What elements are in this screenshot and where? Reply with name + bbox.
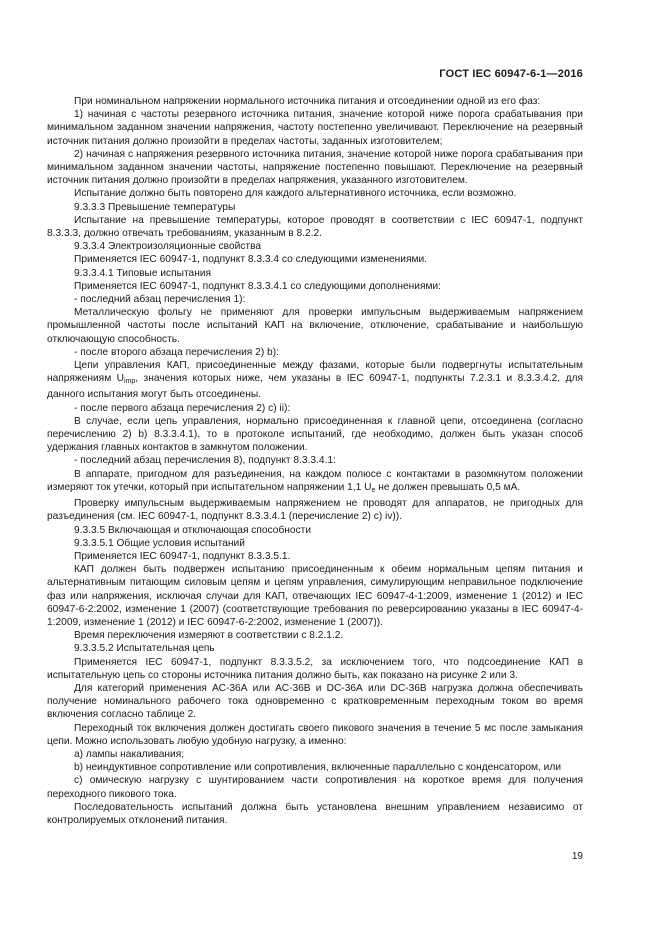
paragraph — [47, 682, 583, 722]
paragraph — [47, 550, 583, 563]
paragraph — [47, 774, 583, 800]
paragraph-text: КАП должен быть подвержен испытанию присоединенным к обеим нормальным цепям питания и альтернативным питающим силовым цепям и цепям управления, симулирующим неправильное подключение фаз или напряжения, исключая случаи для КАП, отвечающих IEC 60947-4-1:2009, изменение 1 (2012) и IEC 60947-6-2:2002, изменение 1 (2007) (соответствующие требования по реверсированию указаны в IEC 60947-4-1:2009, изменение 1 (2012) и IEC 60947-6-2:2002, изменение 1 (2007)). — [47, 564, 583, 628]
paragraph-text: Испытание должно быть повторено для каждого альтернативного источника, если возможно. — [74, 188, 517, 200]
paragraph — [47, 95, 583, 108]
paragraph-text: 9.3.3.5.1 Общие условия испытаний — [74, 537, 245, 549]
paragraph — [47, 801, 583, 827]
paragraph-text: Время переключения измеряют в соответствии с 8.2.1.2. — [74, 630, 344, 642]
paragraph-text: Переходный ток включения должен достигать своего пикового значения в течение 5 мс после замыкания цепи. Можно использовать любую удобную нагрузку, а именно: — [47, 722, 583, 747]
paragraph-text: Применяется IEC 60947-1, подпункт 8.3.3.5.2, за исключением того, что подсоединение КАП в испытательную цепь со стороны источника питания должно быть, как показано на рисунке 2 или 3. — [47, 656, 583, 681]
paragraph-text: - последний абзац перечисления 1): — [74, 294, 246, 306]
paragraph-text: Металлическую фольгу не применяют для проверки импульсным выдерживаемым напряжением промышленной частоты после испытаний КАП на включение, отключение, срабатывание и наибольшую отключающую способность. — [47, 307, 583, 345]
paragraph-text: 9.3.3.3 Превышение температуры — [74, 201, 236, 213]
paragraph — [47, 201, 583, 214]
paragraph-text: Последовательность испытаний должна быть установлена внешним управлением независимо от контролируемых отклонений питания. — [47, 801, 583, 826]
paragraph-text: Применяется IEC 60947-1, подпункт 8.3.3.4 со следующими изменениями. — [74, 254, 428, 266]
paragraph-text: 9.3.3.5 Включающая и отключающая способности — [74, 524, 312, 536]
paragraph-text: В случае, если цепь управления, нормально присоединенная к главной цепи, отсоединена (согласно перечислению 2) b) 8.3.3.4.1), то в протоколе испытаний, где необходимо, должен быть указан способ удержания главных контактов в замкнутом положении. — [47, 415, 583, 454]
paragraph-text: Испытание на превышение температуры, которое проводят в соответствии с IEC 60947-1, подпункт 8.3.3.3, должно отвечать требованиям, указанным в 8.2.2. — [47, 214, 583, 240]
paragraph-text-tail: не должен превышать 0,5 мА. — [375, 481, 521, 493]
page-number: 19 — [571, 851, 583, 862]
paragraph — [47, 629, 583, 642]
paragraph-text: - последний абзац перечисления 8), подпункт 8.3.3.4.1: — [74, 455, 336, 467]
paragraph — [47, 306, 583, 346]
paragraph — [47, 359, 583, 402]
paragraph-text: b) неиндуктивное сопротивление или сопротивления, включенные параллельно с конденсатором, или — [74, 762, 562, 774]
paragraph — [47, 240, 583, 253]
paragraph — [47, 214, 583, 240]
paragraph — [47, 415, 583, 455]
paragraph — [47, 468, 583, 497]
paragraph — [47, 267, 583, 280]
paragraph — [47, 108, 583, 148]
subscript: e — [371, 486, 376, 494]
paragraph — [47, 563, 583, 629]
paragraph — [47, 761, 583, 774]
paragraph — [47, 656, 583, 682]
paragraph-text: Для категорий применения АС-36А или АС-36В и DC-36А или DC-36В нагрузка должна обеспечивать получение номинального рабочего тока одновременно с кратковременным переходным током во время включения согласно таблице 2. — [47, 682, 583, 721]
paragraph-text: Применяется IEC 60947-1, подпункт 8.3.3.5.1. — [74, 550, 291, 562]
paragraph — [47, 293, 583, 306]
paragraph — [47, 722, 583, 748]
paragraph-text: Проверку импульсным выдерживаемым напряжением не проводят для аппаратов, не пригодных для разъединения (см. IEC 60947-1, подпункт 8.3.3.4.1 (перечисление 2) с) iv)). — [47, 498, 583, 523]
paragraph-text-tail: , значения которых ниже, чем указаны в IEC 60947-1, подпункты 7.2.3.1 и 8.3.3.4.2, для данного испытания могут быть отсоединены. — [47, 373, 583, 401]
paragraph-text: Цепи управления КАП, присоединенные между фазами, которые были подвергнуты испытательным напряжениям U — [47, 360, 583, 385]
paragraph-text: Применяется IEC 60947-1, подпункт 8.3.3.4.1 со следующими дополнениями: — [74, 280, 441, 292]
paragraph-text: a) лампы накаливания; — [74, 748, 185, 760]
paragraph — [47, 187, 583, 200]
paragraph — [47, 454, 583, 467]
paragraph — [47, 497, 583, 523]
paragraph — [47, 537, 583, 550]
paragraph — [47, 253, 583, 266]
paragraph-text: 9.3.3.4 Электроизоляционные свойства — [74, 241, 262, 253]
paragraph — [47, 642, 583, 655]
paragraph — [47, 748, 583, 761]
document-header: ГОСТ IEC 60947-6-1—2016 — [439, 68, 583, 80]
paragraph-text: 1) начиная с частоты резервного источника питания, значение которой ниже порога срабатывания при минимальном заданном значении напряжения, частоту постепенно увеличивают. Переключение на резервный источник питания должно произойти в пределах частоты, заданных изготовителем; — [47, 109, 583, 147]
subscript: imp — [124, 378, 136, 386]
paragraph-text: В аппарате, пригодном для разъединения, на каждом полюсе с контактами в разомкнутом положении измеряют ток утечки, который при испытательном напряжении 1,1 U — [47, 468, 583, 493]
paragraph-text: - после первого абзаца перечисления 2) с) ii): — [74, 402, 291, 414]
paragraph-text: 9.3.3.5.2 Испытательная цепь — [74, 643, 215, 655]
paragraph — [47, 402, 583, 415]
paragraph-text: c) омическую нагрузку с шунтированием части сопротивления на короткое время для получения переходного пикового тока. — [47, 775, 583, 800]
paragraph-text: 2) начиная с напряжения резервного источника питания, значение которой ниже порога срабатывания при минимальном заданном значении частоты, напряжение постепенно повышают. Переключение на резервный источник питания должно произойти в пределах напряжения, указанного изготовителем. — [47, 148, 583, 187]
paragraph — [47, 280, 583, 293]
paragraph-text: 9.3.3.4.1 Типовые испытания — [74, 267, 212, 279]
paragraph-text: - после второго абзаца перечисления 2) b): — [74, 346, 279, 358]
paragraph — [47, 346, 583, 359]
paragraph-text: При номинальном напряжении нормального источника питания и отсоединении одной из его фаз: — [74, 96, 541, 107]
paragraph — [47, 148, 583, 188]
document-body — [47, 95, 583, 827]
paragraph — [47, 524, 583, 537]
